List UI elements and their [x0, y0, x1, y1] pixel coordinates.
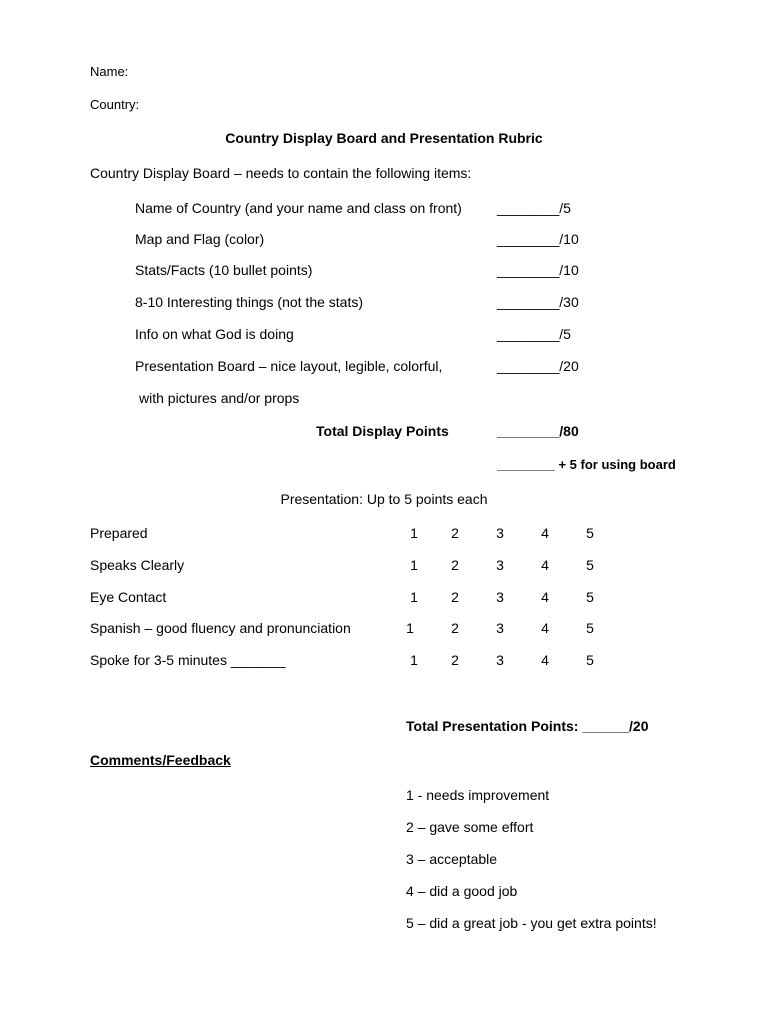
display-item-label: Map and Flag (color) [135, 231, 265, 247]
score-option: 3 [496, 525, 504, 541]
criterion-label: Spanish – good fluency and pronunciation [90, 620, 351, 636]
score-option: 5 [586, 620, 594, 636]
presentation-heading: Presentation: Up to 5 points each [280, 491, 488, 507]
score-option: 2 [451, 589, 459, 605]
score-option: 2 [451, 525, 459, 541]
score-option: 3 [496, 620, 504, 636]
display-item-points: ________/10 [497, 231, 579, 247]
score-option: 4 [541, 620, 549, 636]
score-option: 1 [410, 557, 418, 573]
display-item-points: ________/5 [497, 200, 571, 216]
legend-item: 3 – acceptable [406, 851, 498, 867]
score-option: 5 [586, 589, 594, 605]
criterion-label: Speaks Clearly [90, 557, 185, 573]
score-option: 1 [410, 589, 418, 605]
score-option: 5 [586, 652, 594, 668]
score-option: 3 [496, 589, 504, 605]
criterion-label: Eye Contact [90, 589, 167, 605]
score-legend [406, 787, 746, 947]
display-intro: Country Display Board – needs to contain the following items: [90, 165, 472, 181]
score-option: 4 [541, 652, 549, 668]
display-item-label: Name of Country (and your name and class on front) [135, 200, 462, 216]
score-option: 5 [586, 525, 594, 541]
score-option: 4 [541, 525, 549, 541]
display-item-label: Info on what God is doing [135, 326, 294, 342]
legend-item: 5 – did a great job - you get extra points! [406, 915, 657, 931]
display-item-continuation: with pictures and/or props [139, 390, 300, 406]
display-item-label: Stats/Facts (10 bullet points) [135, 262, 313, 278]
total-display-label: Total Display Points [316, 423, 449, 439]
display-item-label: Presentation Board – nice layout, legible, colorful, [135, 358, 443, 374]
display-item-points: ________/5 [497, 326, 571, 342]
criterion-label: Prepared [90, 525, 148, 541]
criterion-label: Spoke for 3-5 minutes _______ [90, 652, 286, 668]
comments-heading: Comments/Feedback [90, 752, 231, 768]
score-option: 2 [451, 652, 459, 668]
score-option: 1 [410, 652, 418, 668]
country-label: Country: [90, 97, 140, 112]
total-presentation-points: Total Presentation Points: ______/20 [406, 718, 649, 734]
score-option: 1 [410, 525, 418, 541]
page-title: Country Display Board and Presentation Rubric [225, 130, 543, 146]
display-item-label: 8-10 Interesting things (not the stats) [135, 294, 364, 310]
score-option: 2 [451, 620, 459, 636]
display-item-points: ________/10 [497, 262, 579, 278]
score-option: 4 [541, 557, 549, 573]
score-option: 3 [496, 652, 504, 668]
legend-item: 4 – did a good job [406, 883, 518, 899]
score-option: 4 [541, 589, 549, 605]
score-option: 1 [406, 620, 414, 636]
score-option: 3 [496, 557, 504, 573]
name-label: Name: [90, 64, 129, 79]
legend-item: 2 – gave some effort [406, 819, 534, 835]
display-item-points: ________/30 [497, 294, 579, 310]
score-option: 5 [586, 557, 594, 573]
score-option: 2 [451, 557, 459, 573]
legend-item: 1 - needs improvement [406, 787, 550, 803]
total-display-points: ________/80 [497, 423, 579, 439]
bonus-points: ________ + 5 for using board [497, 457, 676, 472]
display-item-points: ________/20 [497, 358, 579, 374]
